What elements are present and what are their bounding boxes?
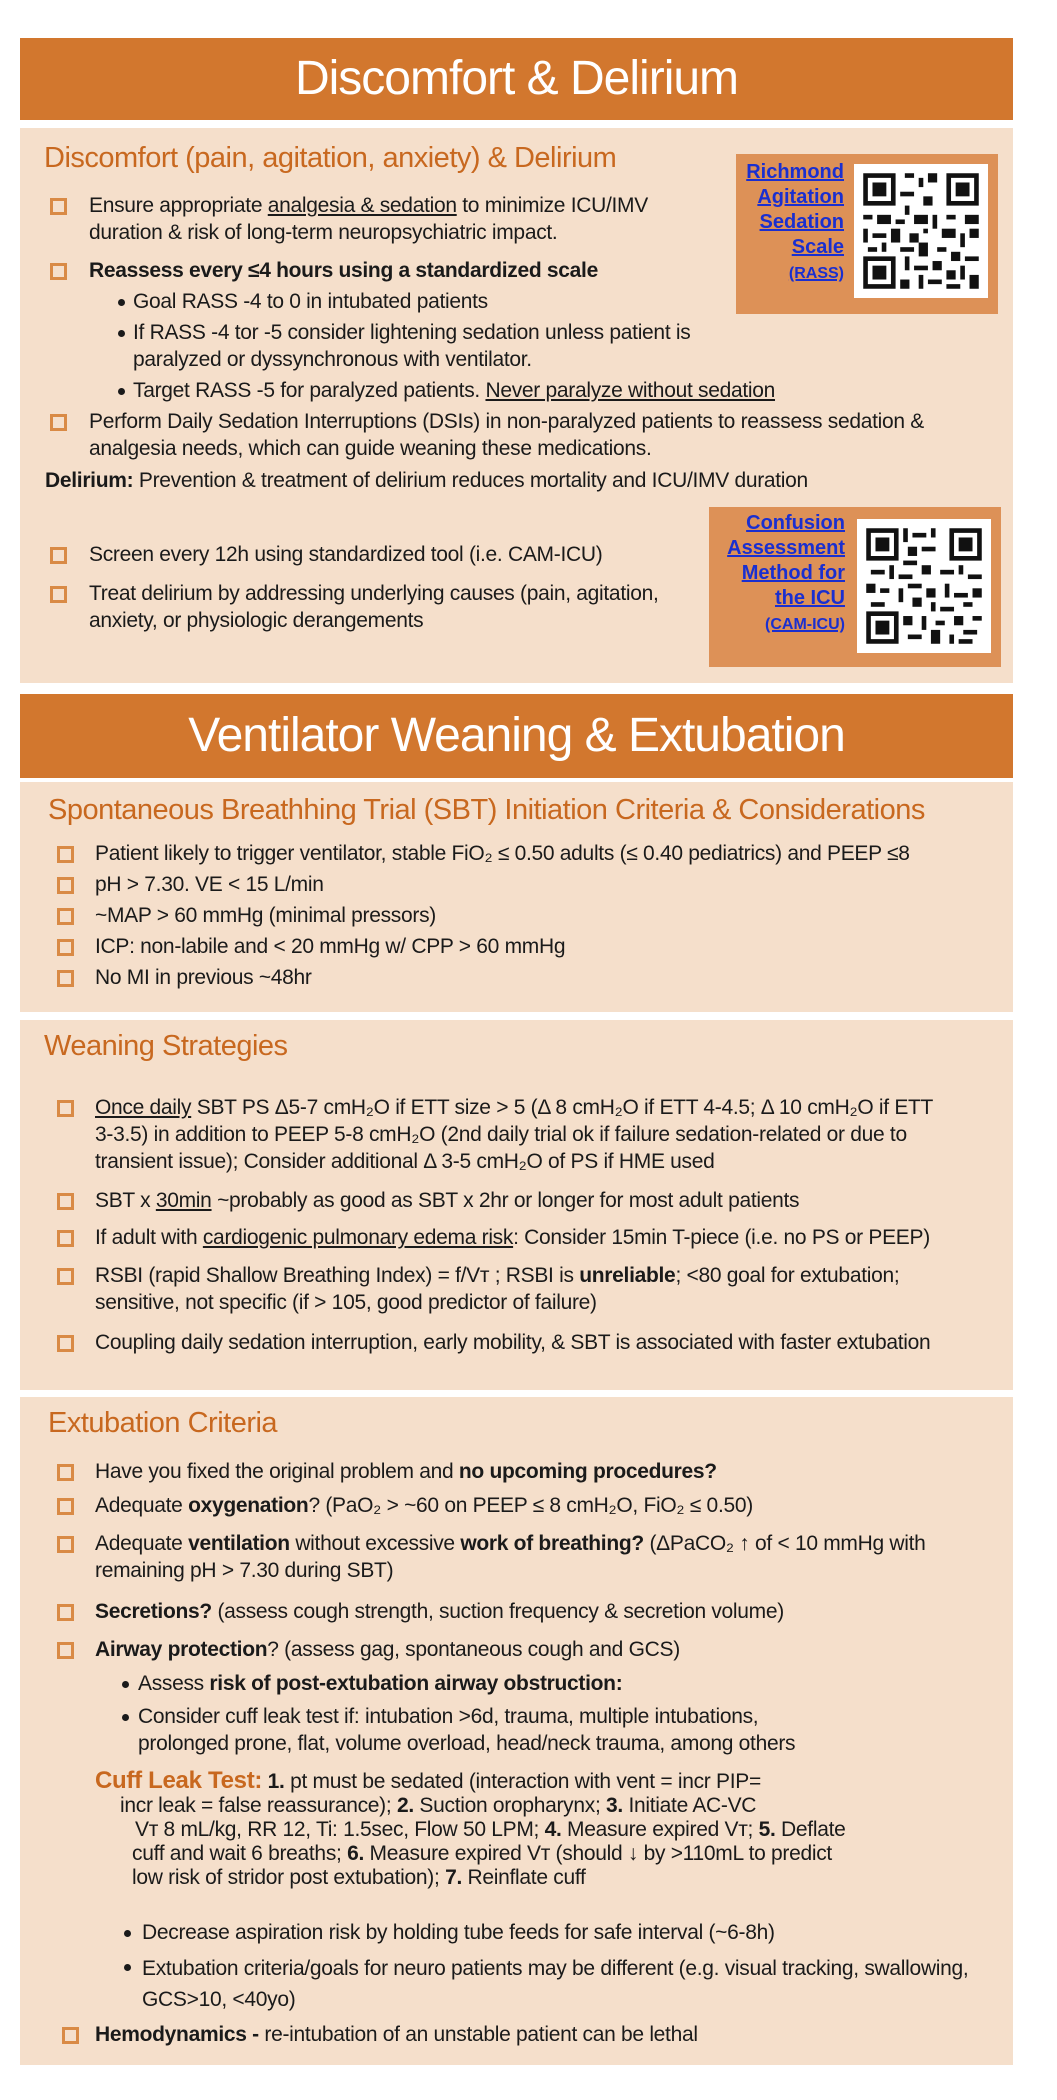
weaning-item-5: Coupling daily sedation interruption, early mobility, & SBT is associated with faster extubation <box>95 1331 931 1354</box>
cam-icu-qr-code[interactable] <box>857 519 991 653</box>
text: pt must be sedated (interaction with vent = incr PIP= <box>284 1770 761 1793</box>
text: Vᴛ 8 mL/kg, RR 12, Ti: 1.5sec, Flow 50 LPM; <box>135 1818 545 1841</box>
checkbox-icon <box>50 198 67 215</box>
text: Reinflate cuff <box>462 1866 586 1889</box>
text: Confusion <box>746 512 845 534</box>
delirium-line <box>45 467 808 494</box>
discomfort-heading: Discomfort (pain, agitation, anxiety) & Delirium <box>44 142 617 174</box>
checkbox-icon <box>57 846 74 863</box>
sbt-item-4: ICP: non-labile and < 20 mmHg w/ CPP > 60 mmHg <box>95 935 566 958</box>
bullet-dot-icon <box>118 330 125 337</box>
sbt-heading: Spontaneous Breathhing Trial (SBT) Initiation Criteria & Considerations <box>48 794 925 826</box>
text: 7. <box>445 1866 462 1889</box>
weaning-item-4 <box>95 1262 899 1316</box>
text: remaining pH > 7.30 during SBT) <box>95 1559 394 1582</box>
text: Initiate AC-VC <box>622 1794 757 1817</box>
text: Once daily <box>95 1096 192 1119</box>
checkbox-icon <box>57 1193 74 1210</box>
text: Never paralyze without sedation <box>485 379 776 402</box>
text: prolonged prone, flat, volume overload, head/neck trauma, among others <box>138 1732 796 1755</box>
checkbox-icon <box>50 263 67 280</box>
text: risk of post-extubation airway obstruction: <box>209 1672 623 1695</box>
text: (assess cough strength, suction frequency & secretion volume) <box>211 1600 784 1623</box>
text: 4. <box>544 1818 562 1841</box>
extubation-item-oxygenation <box>95 1492 753 1519</box>
text: Agitation <box>757 186 844 208</box>
text: : Consider 15min T-piece (i.e. no PS or PEEP) <box>513 1226 930 1249</box>
checkbox-icon <box>57 1642 74 1659</box>
bullet-dot-icon <box>124 1930 131 1937</box>
text: incr leak = false reassurance); <box>120 1794 397 1817</box>
checkbox-icon <box>50 586 67 603</box>
text: 6. <box>347 1842 365 1865</box>
text: ; <80 goal for extubation; <box>675 1264 900 1287</box>
text: Secretions? <box>95 1600 212 1623</box>
text: 1. <box>267 1770 285 1793</box>
sub-rass-lightening <box>133 319 690 373</box>
text: If adult with <box>95 1226 203 1249</box>
checkbox-icon <box>57 970 74 987</box>
qr-code-icon <box>857 519 991 653</box>
text: paralyzed or dyssynchronous with ventilator. <box>133 348 532 371</box>
checkbox-icon <box>57 1335 74 1352</box>
text: 3. <box>606 1794 623 1817</box>
text: ~probably as good as SBT x 2hr or longer for most adult patients <box>211 1189 800 1212</box>
cam-icu-link[interactable] <box>715 511 845 637</box>
bullet-dot-icon <box>124 1964 131 1971</box>
text: Have you fixed the original problem and <box>95 1460 459 1483</box>
text: Perform Daily Sedation Interruptions (DSIs) in non-paralyzed patients to reassess sedation & <box>89 410 924 433</box>
text: Richmond <box>746 161 844 183</box>
text: anxiety, or physiologic derangements <box>89 609 424 632</box>
text: no upcoming procedures? <box>458 1460 717 1483</box>
bullet-treat-delirium <box>89 580 659 634</box>
text: 5. <box>758 1818 776 1841</box>
rass-qr-code[interactable] <box>854 164 988 298</box>
checkbox-icon <box>57 939 74 956</box>
text: work of breathing? <box>460 1532 644 1555</box>
text: Prevention & treatment of delirium reduces mortality and ICU/IMV duration <box>133 469 808 492</box>
text: Assessment <box>727 537 845 559</box>
weaning-item-3 <box>95 1224 930 1251</box>
text: Method for <box>741 562 845 584</box>
text: Extubation criteria/goals for neuro patients may be different (e.g. visual tracking, swallowing, <box>142 1957 969 1980</box>
weaning-heading: Weaning Strategies <box>44 1030 288 1062</box>
text: ? (assess gag, spontaneous cough and GCS) <box>267 1638 680 1661</box>
text: unreliable <box>579 1264 676 1287</box>
text: Airway protection <box>95 1638 268 1661</box>
text: duration & risk of long-term neuropsychiatric impact. <box>89 221 558 244</box>
sub-neuro-patients <box>142 1953 968 2015</box>
text: RSBI (rapid Shallow Breathing Index) = f/Vᴛ ; RSBI is <box>95 1264 580 1287</box>
sbt-item-2: pH > 7.30. VE < 15 L/min <box>95 873 324 896</box>
text: 30min <box>155 1189 212 1212</box>
bullet-dot-icon <box>122 1681 129 1688</box>
text: Ensure appropriate <box>89 194 268 217</box>
rass-qr-card <box>736 154 998 314</box>
extubation-item-hemodynamics <box>95 2021 698 2048</box>
text: Reassess every ≤4 hours using a standardized scale <box>89 259 598 282</box>
checkbox-icon <box>57 1464 74 1481</box>
sbt-item-1: Patient likely to trigger ventilator, stable FiO₂ ≤ 0.50 adults (≤ 0.40 pediatrics) and PEEP ≤8 <box>95 842 910 865</box>
sbt-item-3: ~MAP > 60 mmHg (minimal pressors) <box>95 904 436 927</box>
text: Adequate <box>95 1494 189 1517</box>
checkbox-icon <box>57 908 74 925</box>
extubation-item-airway <box>95 1636 680 1663</box>
text: analgesia needs, which can guide weaning these medications. <box>89 437 652 460</box>
sub-goal-rass: Goal RASS -4 to 0 in intubated patients <box>133 290 488 313</box>
text: SBT x <box>95 1189 156 1212</box>
checkbox-icon <box>50 414 67 431</box>
text: 2. <box>396 1794 414 1817</box>
sub-target-rass <box>133 377 775 404</box>
sbt-item-5: No MI in previous ~48hr <box>95 966 312 989</box>
checkbox-icon <box>62 2027 79 2044</box>
sub-cuff-leak-indications <box>138 1703 795 1757</box>
text: sensitive, not specific (if > 105, good predictor of failure) <box>95 1291 597 1314</box>
text: Measure expired Vᴛ; <box>561 1818 759 1841</box>
extubation-panel <box>20 1397 1013 2065</box>
qr-code-icon <box>854 164 988 298</box>
text: Treat delirium by addressing underlying causes (pain, agitation, <box>89 582 659 605</box>
text: Hemodynamics - <box>95 2023 259 2046</box>
bullet-screen: Screen every 12h using standardized tool (i.e. CAM-ICU) <box>89 543 603 566</box>
bullet-dot-icon <box>118 299 125 306</box>
text: SBT PS Δ5-7 cmH₂O if ETT size > 5 (Δ 8 cmH₂O if ETT 4-4.5; Δ 10 cmH₂O if ETT <box>191 1096 934 1119</box>
checkbox-icon <box>57 1536 74 1553</box>
extubation-item-problem <box>95 1458 717 1485</box>
checkbox-icon <box>57 1230 74 1247</box>
text: Adequate <box>95 1532 189 1555</box>
bullet-dot-icon <box>118 388 125 395</box>
text: oxygenation <box>188 1494 309 1517</box>
cam-icu-qr-card <box>709 507 1001 667</box>
text: re-intubation of an unstable patient can be lethal <box>258 2023 698 2046</box>
discomfort-panel <box>20 128 1013 683</box>
cuff-leak-test <box>95 1769 846 1890</box>
text: Target RASS -5 for paralyzed patients. <box>133 379 486 402</box>
checkbox-icon <box>57 1100 74 1117</box>
weaning-item-1 <box>95 1094 933 1175</box>
extubation-item-ventilation <box>95 1530 926 1584</box>
checkbox-icon <box>57 877 74 894</box>
text: Measure expired Vᴛ (should ↓ by >110mL to predict <box>364 1842 832 1865</box>
vent-banner <box>20 694 1013 778</box>
sub-airway-obstruction <box>138 1670 622 1697</box>
text: If RASS -4 tor -5 consider lightening sedation unless patient is <box>133 321 691 344</box>
discomfort-banner <box>20 38 1013 120</box>
bullet-dsi <box>89 408 924 462</box>
text: Deflate <box>775 1818 846 1841</box>
rass-link[interactable] <box>744 160 844 286</box>
cuff-leak-title: Cuff Leak Test: <box>95 1767 263 1794</box>
bullet-analgesia <box>89 192 648 246</box>
vent-banner-title: Ventilator Weaning & Extubation <box>188 709 845 762</box>
analgesia-sedation-text: analgesia & sedation <box>267 194 457 217</box>
sub-aspiration-risk: Decrease aspiration risk by holding tube feeds for safe interval (~6-8h) <box>142 1921 775 1944</box>
checkbox-icon <box>57 1498 74 1515</box>
text: to minimize ICU/IMV <box>456 194 648 217</box>
bullet-dot-icon <box>122 1714 129 1721</box>
text: Sedation <box>759 211 844 233</box>
bullet-reassess <box>89 257 598 284</box>
text: Consider cuff leak test if: intubation >6d, trauma, multiple intubations, <box>138 1705 759 1728</box>
text: GCS>10, <40yo) <box>142 1988 296 2011</box>
discomfort-banner-title: Discomfort & Delirium <box>294 52 739 105</box>
text: transient issue); Consider additional Δ 3-5 cmH₂O of PS if HME used <box>95 1150 715 1173</box>
checkbox-icon <box>57 1604 74 1621</box>
text: ventilation <box>188 1532 290 1555</box>
text: without excessive <box>289 1532 461 1555</box>
extubation-item-secretions <box>95 1598 784 1625</box>
text: Assess <box>138 1672 210 1695</box>
checkbox-icon <box>50 547 67 564</box>
sbt-panel <box>20 782 1013 1012</box>
text: Scale <box>791 236 844 258</box>
text: (ΔPaCO₂ ↑ of < 10 mmHg with <box>643 1532 926 1555</box>
extubation-heading: Extubation Criteria <box>48 1407 278 1439</box>
text: (RASS) <box>788 265 844 282</box>
text: Delirium: <box>45 469 134 492</box>
text: the ICU <box>775 587 845 609</box>
weaning-item-2 <box>95 1187 799 1214</box>
text: ? (PaO₂ > ~60 on PEEP ≤ 8 cmH₂O, FiO₂ ≤ 0.50) <box>308 1494 753 1517</box>
text: 3-3.5) in addition to PEEP 5-8 cmH₂O (2nd daily trial ok if failure sedation-related or due to <box>95 1123 907 1146</box>
text: (CAM-ICU) <box>765 616 845 633</box>
text: low risk of stridor post extubation); <box>132 1866 446 1889</box>
checkbox-icon <box>57 1268 74 1285</box>
text: cuff and wait 6 breaths; <box>132 1842 348 1865</box>
text: Suction oropharynx; <box>413 1794 607 1817</box>
weaning-panel <box>20 1020 1013 1390</box>
text: cardiogenic pulmonary edema risk <box>202 1226 514 1249</box>
